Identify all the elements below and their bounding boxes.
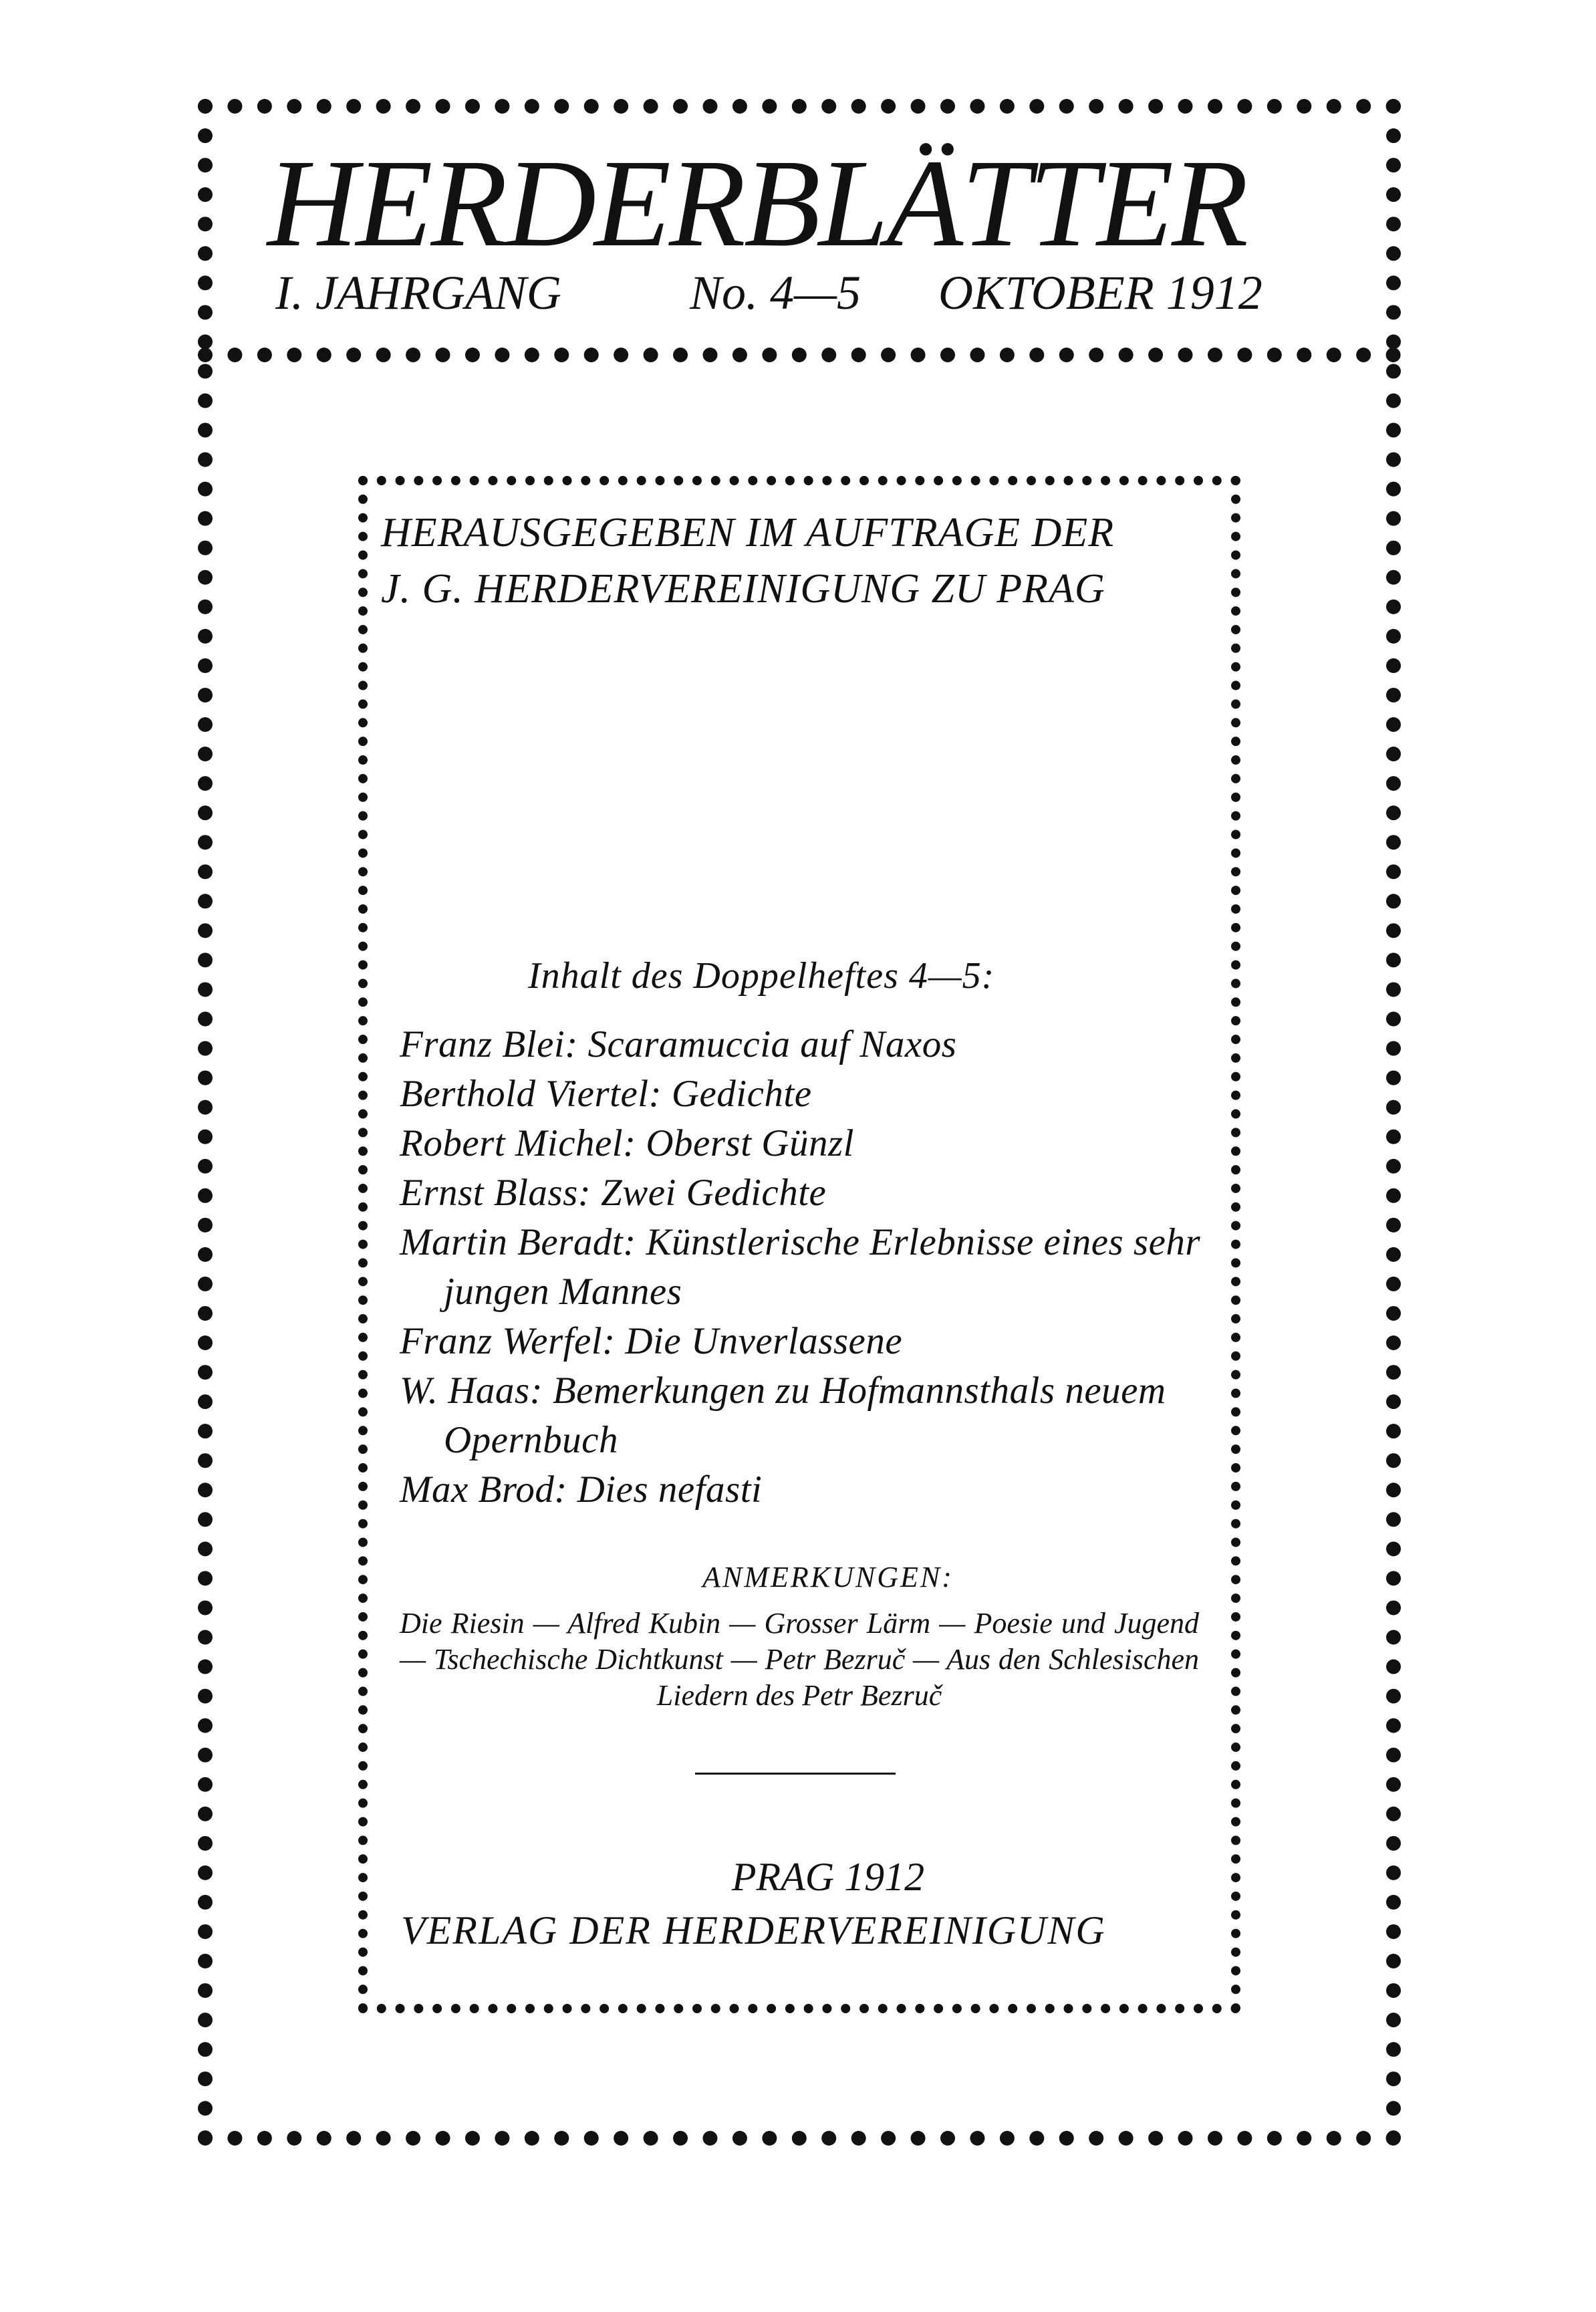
contents-heading: Inhalt des Doppelheftes 4—5: xyxy=(528,955,995,997)
notes-text: Die Riesin — Alfred Kubin — Grosser Lärm — Poesie und Jugend — Tschechische Dichtkunst — Petr Bezruč — Aus den Schlesischen Liedern des Petr Bezruč xyxy=(400,1607,1199,1712)
divider-rule xyxy=(695,1773,896,1775)
imprint-city-year: PRAG 1912 xyxy=(731,1855,925,1899)
contents-item: Martin Beradt: Künstlerische Erlebnisse eines sehr jungen Mannes xyxy=(400,1221,1201,1313)
contents-item: W. Haas: Bemerkungen zu Hofmannsthals neuem Opernbuch xyxy=(400,1370,1166,1461)
issue-date: OKTOBER 1912 xyxy=(938,266,1262,319)
contents-item: Max Brod: Dies nefasti xyxy=(400,1468,763,1511)
imprint-publisher: VERLAG DER HERDERVEREINIGUNG xyxy=(401,1908,1106,1952)
contents-item: Berthold Viertel: Gedichte xyxy=(400,1073,812,1115)
contents-list xyxy=(400,1020,1215,1515)
publisher-note-line-2: J. G. HERDERVEREINIGUNG ZU PRAG xyxy=(381,566,1105,612)
journal-title: HERDERBLÄTTER xyxy=(267,133,1246,273)
contents-item: Franz Werfel: Die Unverlassene xyxy=(400,1320,903,1362)
header-dotted-rule xyxy=(198,348,1401,362)
issue-number: No. 4—5 xyxy=(690,266,861,319)
contents-item: Franz Blei: Scaramuccia auf Naxos xyxy=(400,1023,957,1065)
contents-item: Robert Michel: Oberst Günzl xyxy=(400,1122,854,1164)
publisher-note-line-1: HERAUSGEGEBEN IM AUFTRAGE DER xyxy=(381,510,1115,555)
volume-label: I. JAHRGANG xyxy=(275,266,561,319)
contents-item: Ernst Blass: Zwei Gedichte xyxy=(400,1172,827,1214)
notes-heading: ANMERKUNGEN: xyxy=(702,1561,954,1593)
